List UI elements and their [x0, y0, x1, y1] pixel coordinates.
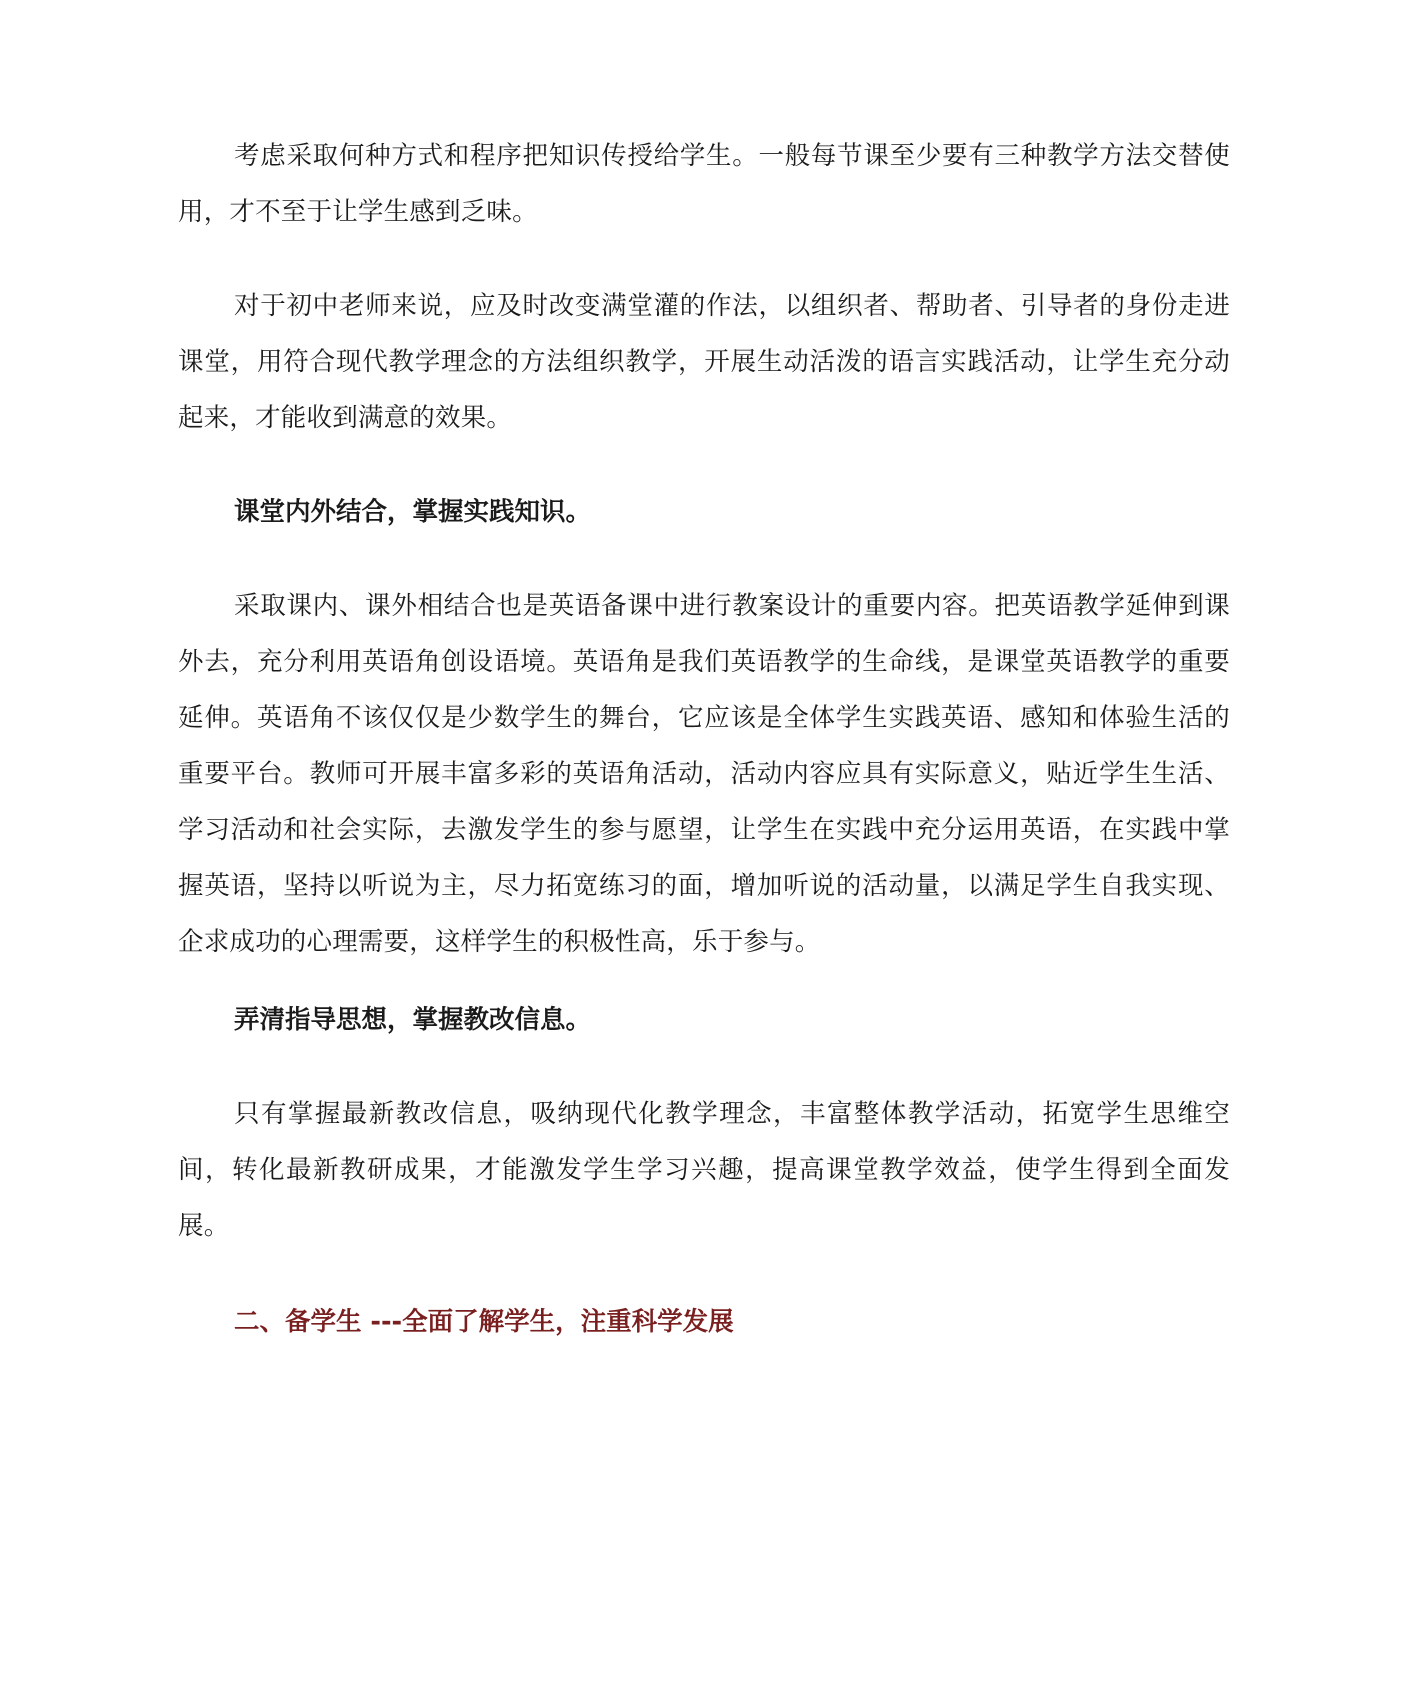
section-title-prepare-students: 二、备学生 ---全面了解学生，注重科学发展 [234, 1307, 734, 1337]
heading-classroom-practice: 课堂内外结合，掌握实践知识。 [234, 497, 592, 527]
heading-guiding-ideas: 弄清指导思想，掌握教改信息。 [234, 1005, 592, 1035]
paragraph-reform-info: 只有掌握最新教改信息，吸纳现代化教学理念，丰富整体教学活动，拓宽学生思维空间，转化最新教研成果，才能激发学生学习兴趣，提高课堂教学效益，使学生得到全面发展。 [178, 1099, 1230, 1241]
paragraph-teacher-role: 对于初中老师来说，应及时改变满堂灌的作法，以组织者、帮助者、引导者的身份走进课堂，用符合现代教学理念的方法组织教学，开展生动活泼的语言实践活动，让学生充分动起来，才能收到满意的效果。 [178, 291, 1230, 433]
paragraph-english-corner: 采取课内、课外相结合也是英语备课中进行教案设计的重要内容。把英语教学延伸到课外去，充分利用英语角创设语境。英语角是我们英语教学的生命线，是课堂英语教学的重要延伸。英语角不该仅仅是少数学生的舞台，它应该是全体学生实践英语、感知和体验生活的重要平台。教师可开展丰富多彩的英语角活动，活动内容应具有实际意义，贴近学生生活、学习活动和社会实际，去激发学生的参与愿望，让学生在实践中充分运用英语，在实践中掌握英语，坚持以听说为主，尽力拓宽练习的面，增加听说的活动量，以满足学生自我实现、企求成功的心理需要，这样学生的积极性高，乐于参与。 [178, 591, 1230, 957]
paragraph-teaching-methods: 考虑采取何种方式和程序把知识传授给学生。一般每节课至少要有三种教学方法交替使用，才不至于让学生感到乏味。 [178, 141, 1230, 227]
